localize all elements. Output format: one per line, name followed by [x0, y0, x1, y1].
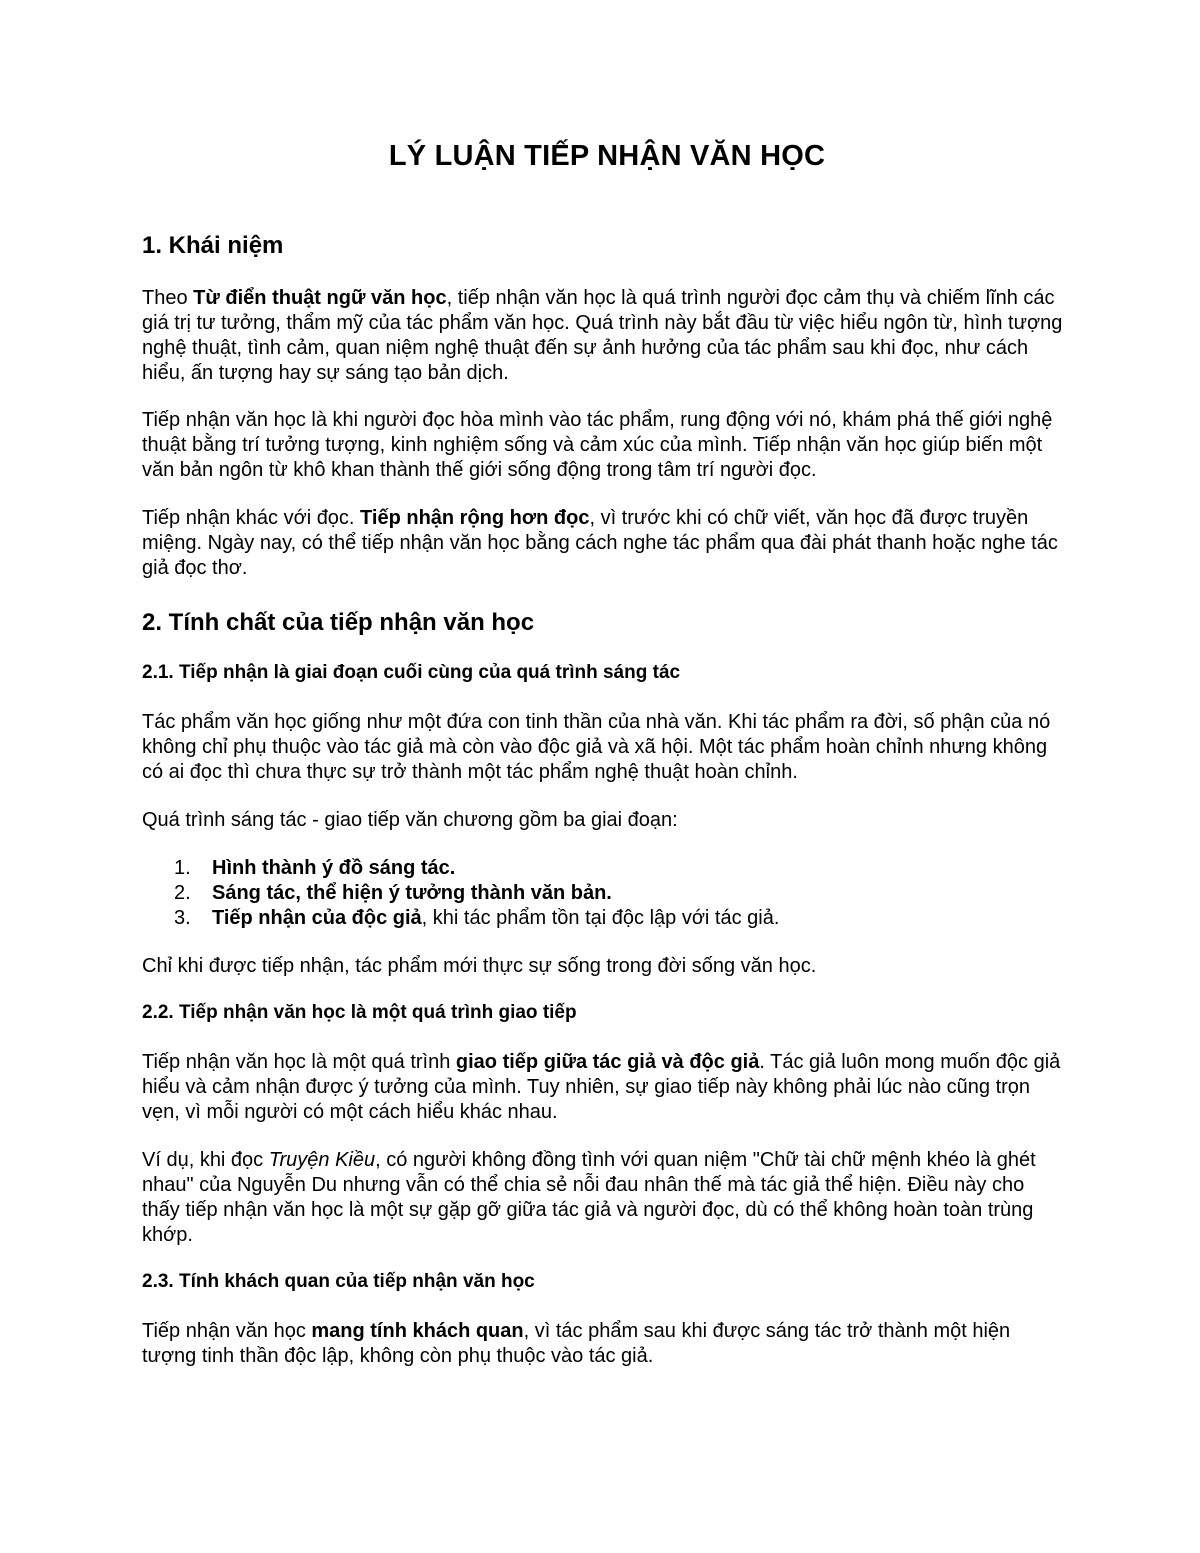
subsection-2-1-paragraph-3: Chỉ khi được tiếp nhận, tác phẩm mới thực sự sống trong đời sống văn học.: [142, 955, 817, 977]
italic-title: Truyện Kiều: [268, 1149, 376, 1171]
section-1-paragraph-3: [142, 506, 1067, 581]
subsection-2-2-paragraph-2: [142, 1148, 1067, 1248]
subsection-2-3-paragraph-1: [142, 1319, 1067, 1369]
section-1-paragraph-2: Tiếp nhận văn học là khi người đọc hòa mình vào tác phẩm, rung động với nó, khám phá thế giới nghệ thuật bằng trí tưởng tượng, kinh nghiệm sống và cảm xúc của mình. Tiếp nhận văn học giúp biến một văn bản ngôn từ khô khan thành thế giới sống động trong tâm trí người đọc.: [142, 409, 1053, 481]
text-run: . Tác giả luôn mong muốn độc giả hiểu và cảm nhận được ý tưởng của mình. Tuy nhiên, sự giao tiếp này không phải lúc nào cũng trọn vẹn, vì mỗi người có một cách hiểu khác nhau.: [142, 1051, 1061, 1123]
subsection-2-3-heading: 2.3. Tính khách quan của tiếp nhận văn học: [142, 1271, 535, 1292]
bold-term: Tiếp nhận rộng hơn đọc: [360, 507, 590, 529]
document-title: LÝ LUẬN TIẾP NHẬN VĂN HỌC: [388, 140, 826, 172]
bold-term: giao tiếp giữa tác giả và độc giả: [455, 1051, 760, 1073]
list-item-bold: Tiếp nhận của độc giả: [212, 907, 422, 929]
subsection-2-1-paragraph-1: Tác phẩm văn học giống như một đứa con tinh thần của nhà văn. Khi tác phẩm ra đời, số phận của nó không chỉ phụ thuộc vào tác giả mà còn vào độc giả và xã hội. Một tác phẩm hoàn chỉnh nhưng không có ai đọc thì chưa thực sự trở thành một tác phẩm nghệ thuật hoàn chỉnh.: [142, 711, 1051, 783]
text-run: , có người không đồng tình với quan niệm "Chữ tài chữ mệnh khéo là ghét nhau" của Nguyễn Du nhưng vẫn có thể chia sẻ nỗi đau nhân thế mà tác giả thể hiện. Điều này cho thấy tiếp nhận văn học là một sự gặp gỡ giữa tác giả và người đọc, dù có thể không hoàn toàn trùng khớp.: [142, 1149, 1036, 1246]
text-run: , tiếp nhận văn học là quá trình người đọc cảm thụ và chiếm lĩnh các giá trị tư tưởng, thẩm mỹ của tác phẩm văn học. Quá trình này bắt đầu từ việc hiểu ngôn từ, hình tượng nghệ thuật, tình cảm, quan niệm nghệ thuật đến sự ảnh hưởng của tác phẩm sau khi đọc, như cách hiểu, ấn tượng hay sự sáng tạo bản dịch.: [142, 287, 1063, 384]
list-item-bold: Hình thành ý đồ sáng tác.: [212, 857, 456, 879]
stages-list: [142, 856, 1067, 931]
list-item: [142, 856, 1067, 881]
section-1-paragraph-1: [142, 286, 1067, 386]
list-number: 2.: [174, 882, 191, 904]
list-item-bold: Sáng tác, thể hiện ý tưởng thành văn bản.: [212, 882, 612, 904]
bold-term: Từ điển thuật ngữ văn học: [193, 287, 447, 309]
list-item: [142, 881, 1067, 906]
subsection-2-1-heading: 2.1. Tiếp nhận là giai đoạn cuối cùng của quá trình sáng tác: [142, 662, 681, 683]
subsection-2-2-paragraph-1: [142, 1050, 1067, 1125]
text-run: Tiếp nhận văn học: [142, 1320, 312, 1342]
text-run: Tiếp nhận khác với đọc.: [142, 507, 361, 529]
subsection-2-1-paragraph-2: Quá trình sáng tác - giao tiếp văn chương gồm ba giai đoạn:: [142, 809, 678, 831]
list-number: 3.: [174, 907, 191, 929]
text-run: , vì trước khi có chữ viết, văn học đã được truyền miệng. Ngày nay, có thể tiếp nhận văn học bằng cách nghe tác phẩm qua đài phát thanh hoặc nghe tác giả đọc thơ.: [142, 507, 1058, 579]
bold-term: mang tính khách quan: [311, 1320, 524, 1342]
list-item: [142, 906, 1067, 931]
text-run: Tiếp nhận văn học là một quá trình: [142, 1051, 456, 1073]
text-run: Ví dụ, khi đọc: [142, 1149, 269, 1171]
text-run: , vì tác phẩm sau khi được sáng tác trở thành một hiện tượng tinh thần độc lập, không còn phụ thuộc vào tác giả.: [142, 1320, 1011, 1367]
list-number: 1.: [174, 857, 191, 879]
text-run: Theo: [142, 287, 194, 309]
subsection-2-2-heading: 2.2. Tiếp nhận văn học là một quá trình giao tiếp: [142, 1002, 577, 1023]
section-2-heading: 2. Tính chất của tiếp nhận văn học: [142, 609, 535, 636]
list-item-rest: , khi tác phẩm tồn tại độc lập với tác giả.: [421, 907, 780, 929]
section-1-heading: 1. Khái niệm: [142, 232, 284, 259]
